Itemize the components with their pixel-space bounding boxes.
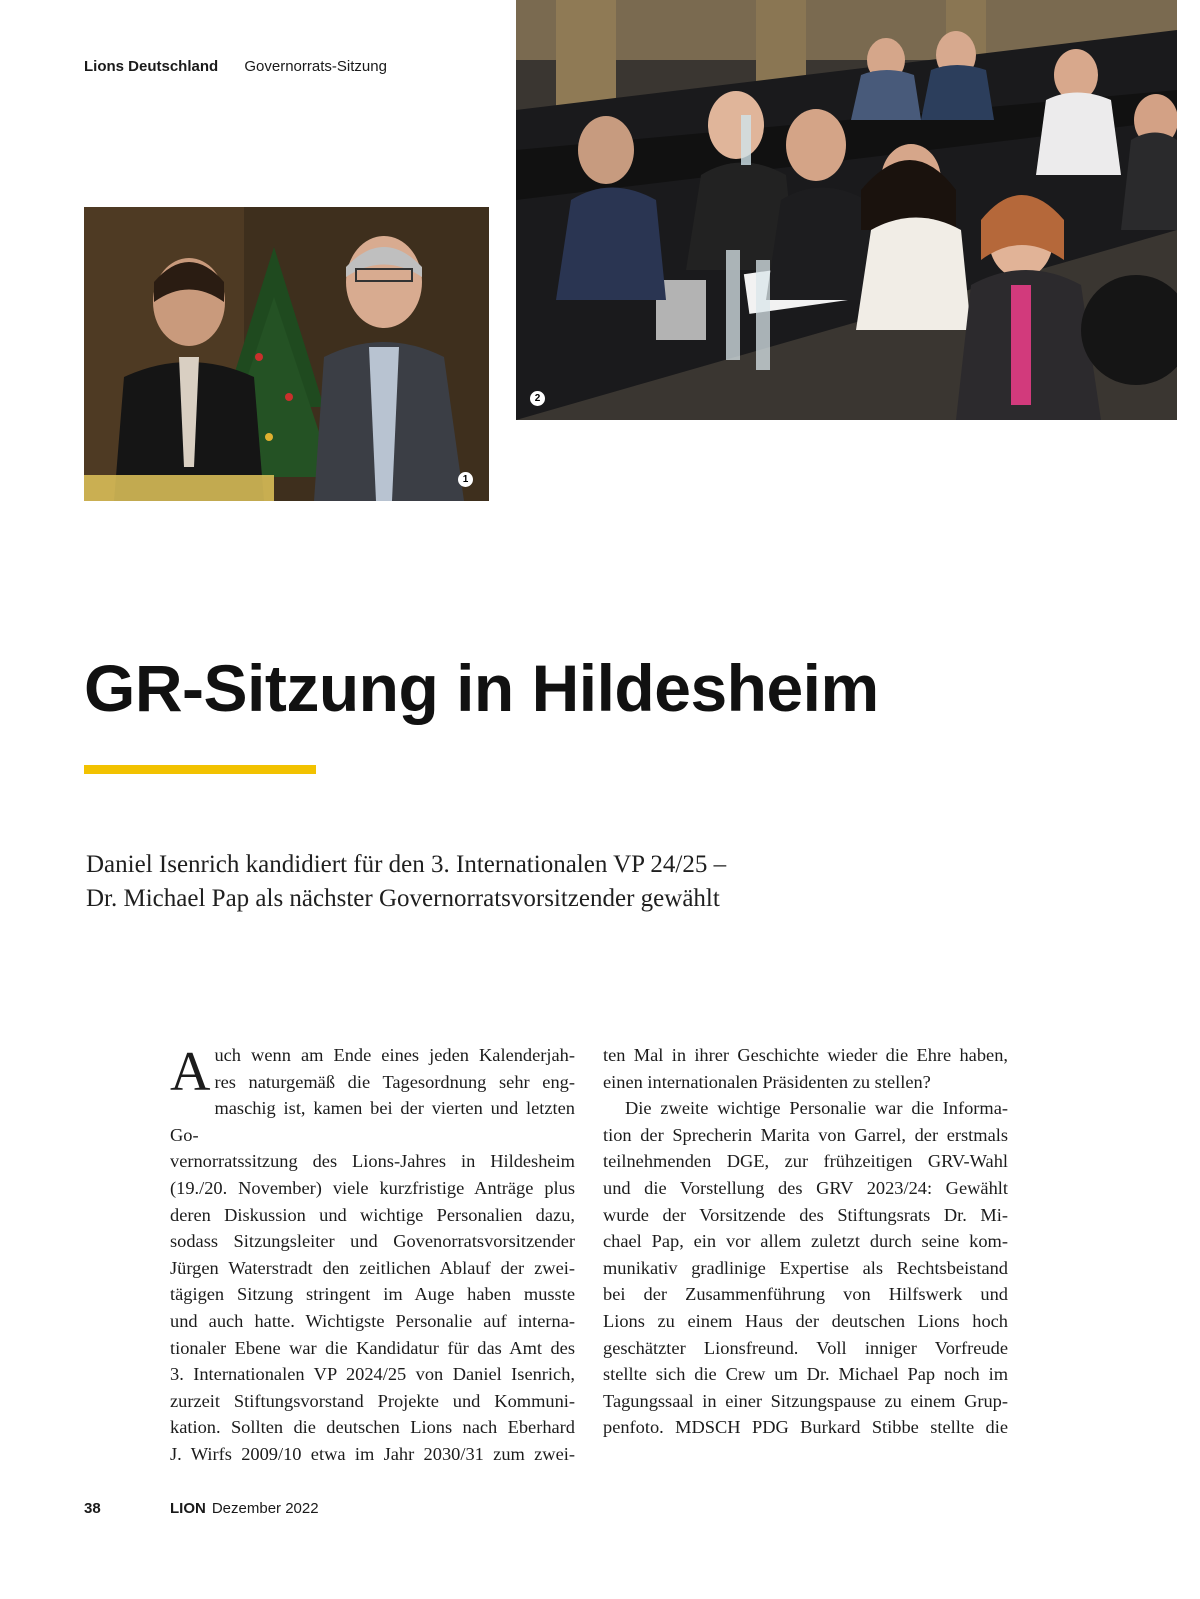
photo-number-badge: 2: [530, 391, 545, 406]
body-line: J. Wirfs 2009/10 etwa im Jahr 2030/31 zum zwei-: [170, 1443, 575, 1464]
photo-number-badge: 1: [458, 472, 473, 487]
body-line: wurde der Vorsitzende des Stiftungsrats Dr. Mi-: [603, 1204, 1008, 1225]
body-line: und auch hatte. Wichtigste Personalie auf interna-: [170, 1310, 575, 1331]
body-line: Die zweite wichtige Personalie war die Informa-: [625, 1098, 1008, 1119]
article-subtitle: [86, 848, 986, 916]
photo-two-men: [84, 207, 489, 501]
photo-meeting-room: [516, 0, 1177, 420]
body-column-1: [170, 1042, 575, 1468]
body-line: teilnehmenden DGE, zur frühzeitigen GRV-Wahl: [603, 1151, 1008, 1172]
body-line: zurzeit Stiftungsvorstand Projekte und Kommuni-: [170, 1390, 575, 1411]
body-line: Lions zu einem Haus der deutschen Lions hoch: [603, 1310, 1008, 1331]
body-line: maschig ist, kamen bei der vierten und letzten Go-: [170, 1098, 575, 1145]
body-line: 3. Internationalen VP 2024/25 von Daniel Isenrich,: [170, 1364, 575, 1385]
body-column-2: [603, 1042, 1008, 1441]
body-line: sodass Sitzungsleiter und Govenorratsvorsitzender: [170, 1231, 575, 1252]
title-accent-rule: [84, 765, 316, 774]
magazine-name: LION: [170, 1500, 206, 1517]
body-line: Jürgen Waterstradt den zeitlichen Ablauf der zwei-: [170, 1257, 575, 1278]
body-line: kation. Sollten die deutschen Lions nach Eberhard: [170, 1417, 575, 1438]
body-line: uch wenn am Ende eines jeden Kalenderjah-: [214, 1045, 575, 1065]
issue-date: Dezember 2022: [211, 1500, 319, 1517]
body-line: (19./20. November) viele kurzfristige Anträge plus: [170, 1177, 575, 1198]
body-line: chael Pap, ein vor allem zuletzt durch seine kom-: [603, 1231, 1008, 1252]
topic-label: Governorrats-Sitzung: [244, 58, 387, 75]
body-line: ten Mal in ihrer Geschichte wieder die Ehre haben,: [603, 1045, 1008, 1065]
body-line: tägigen Sitzung stringent im Auge haben musste: [170, 1284, 575, 1305]
body-line: Tagungssaal in einer Sitzungspause zu einem Grup-: [603, 1390, 1008, 1411]
drop-cap: A: [170, 1041, 211, 1103]
body-line: bei der Zusammenführung von Hilfswerk und: [603, 1284, 1008, 1305]
body-line: munikativ gradlinige Expertise als Rechtsbeistand: [603, 1257, 1008, 1278]
body-line: vernorratssitzung des Lions-Jahres in Hildesheim: [170, 1151, 575, 1172]
page-footer: [84, 1500, 319, 1517]
body-line: tion der Sprecherin Marita von Garrel, der erstmals: [603, 1124, 1008, 1145]
body-line: deren Diskussion und wichtige Personalien dazu,: [170, 1204, 575, 1225]
body-line: einen internationalen Präsidenten zu stellen?: [603, 1071, 931, 1092]
body-line: stellte sich die Crew um Dr. Michael Pap noch im: [603, 1364, 1008, 1385]
section-label: Lions Deutschland: [84, 58, 219, 75]
subtitle-line: Daniel Isenrich kandidiert für den 3. Internationalen VP 24/25 –: [86, 851, 727, 878]
subtitle-line: Dr. Michael Pap als nächster Governorratsvorsitzender gewählt: [86, 885, 720, 912]
body-line: geschätzter Lionsfreund. Voll inniger Vorfreude: [603, 1337, 1008, 1358]
body-line: penfoto. MDSCH PDG Burkard Stibbe stellte die: [603, 1417, 1008, 1438]
body-line: tionaler Ebene war die Kandidatur für das Amt des: [170, 1337, 575, 1358]
page-number: 38: [84, 1500, 101, 1517]
article-title: GR-Sitzung in Hildesheim: [84, 651, 879, 725]
running-header: [84, 58, 387, 75]
magazine-info: [170, 1500, 319, 1517]
body-line: und die Vorstellung des GRV 2023/24: Gewählt: [603, 1177, 1008, 1198]
body-line: res naturgemäß die Tagesordnung sehr eng-: [214, 1071, 575, 1092]
